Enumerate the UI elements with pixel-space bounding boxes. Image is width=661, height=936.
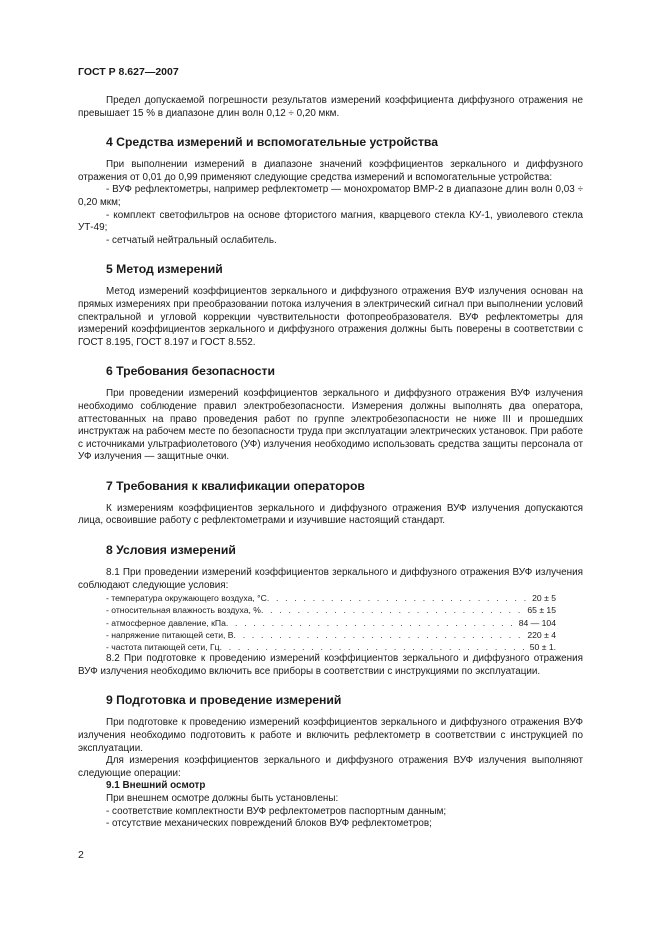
section-7-heading: 7 Требования к квалификации операторов	[106, 478, 365, 493]
condition-row	[106, 629, 556, 641]
section-5-paragraph: Метод измерений коэффициентов зеркального и диффузного отражения ВУФ излучения основан на прямых измерениях при преобразовании потока излучения в электрический сигнал при выполнении условий спектральной и угловой коррекции чувствительности фотопреобразователя. ВУФ рефлектометры для измерений коэффициентов зеркального и диффузного отражения должны быть поверены в соответствии с ГОСТ 8.195, ГОСТ 8.197 и ГОСТ 8.552.	[78, 286, 583, 348]
section-5-heading: 5 Метод измерений	[106, 262, 223, 277]
condition-row	[106, 592, 556, 604]
list-item: - соответствие комплектности ВУФ рефлектометров паспортным данным;	[106, 805, 447, 817]
section-9-paragraph: Для измерения коэффициентов зеркального и диффузного отражения ВУФ излучения выполняют следующие операции:	[78, 755, 583, 779]
condition-label: - относительная влажность воздуха, %	[106, 605, 261, 616]
section-9-heading: 9 Подготовка и проведение измерений	[106, 693, 342, 708]
section-8-2-paragraph: 8.2 При подготовке к проведению измерений коэффициентов зеркального и диффузного отражения ВУФ излучения необходимо включить все приборы в соответствии с инструкциями по эксплуатации.	[78, 653, 583, 677]
condition-value: 220 ± 4	[527, 629, 556, 640]
section-8-heading: 8 Условия измерений	[106, 543, 236, 558]
section-9-paragraph: При подготовке к проведению измерений коэффициентов зеркального и диффузного отражения ВУФ излучения необходимо подготовить к работе и включить рефлектометр в соответствии с инструкцией по эксплуатации.	[78, 717, 583, 754]
condition-value: 50 ± 1.	[529, 642, 556, 653]
condition-value: 65 ± 15	[527, 605, 556, 616]
section-6-paragraph: При проведении измерений коэффициентов зеркального и диффузного отражения ВУФ излучения необходимо соблюдение правил электробезопасности. Измерения должны выполнять два оператора, аттестованных на право проведения работ по группе электробезопасности не ниже III и прошедших инструктаж на рабочем месте по безопасности труда при эксплуатации электрических установок. При работе с источниками ультрафиолетового (УФ) излучения необходимо использовать средства защиты персонала от УФ излучения — защитные очки.	[78, 388, 583, 463]
list-item: - комплект светофильтров на основе фтористого магния, кварцевого стекла КУ-1, увиолевого стекла УТ-49;	[78, 209, 583, 234]
section-4-heading: 4 Средства измерений и вспомогательные устройства	[106, 135, 439, 150]
condition-label: - частота питающей сети, Гц	[106, 642, 220, 653]
intro-paragraph: Предел допускаемой погрешности результатов измерений коэффициента диффузного отражения не превышает 15 % в диапазоне длин волн 0,12 ÷ 0,20 мкм.	[78, 95, 583, 119]
standard-header: ГОСТ Р 8.627—2007	[78, 66, 179, 78]
condition-row	[106, 641, 556, 653]
list-item: - ВУФ рефлектометры, например рефлектометр — монохроматор ВМР-2 в диапазоне длин волн 0,03 ÷ 0,20 мкм;	[78, 184, 583, 208]
subsection-9-1-heading: 9.1 Внешний осмотр	[106, 780, 206, 792]
condition-value: 20 ± 5	[532, 593, 556, 604]
condition-row	[106, 604, 556, 616]
condition-label: - атмосферное давление, кПа	[106, 617, 226, 628]
condition-label: - температура окружающего воздуха, °С	[106, 593, 267, 604]
list-item: - сетчатый нейтральный ослабитель.	[106, 234, 277, 246]
section-6-heading: 6 Требования безопасности	[106, 364, 275, 379]
section-8-1-paragraph: 8.1 При проведении измерений коэффициентов зеркального и диффузного отражения ВУФ излучения соблюдают следующие условия:	[78, 567, 583, 591]
section-4-paragraph: При выполнении измерений в диапазоне значений коэффициентов зеркального и диффузного отражения от 0,01 до 0,99 применяют следующие средства измерений и вспомогательные устройства:	[78, 159, 583, 183]
condition-value: 84 — 104	[518, 617, 556, 628]
list-item: - отсутствие механических повреждений блоков ВУФ рефлектометров;	[106, 818, 432, 830]
page-number: 2	[78, 849, 84, 861]
condition-label: - напряжение питающей сети, В	[106, 629, 234, 640]
page-body	[78, 95, 583, 831]
condition-row	[106, 617, 556, 629]
section-9-1-paragraph: При внешнем осмотре должны быть установлены:	[106, 793, 339, 805]
conditions-list	[78, 592, 583, 653]
section-7-paragraph: К измерениям коэффициентов зеркального и диффузного отражения ВУФ излучения допускаются лица, освоившие работу с рефлектометрами и изучившие настоящий стандарт.	[78, 502, 583, 527]
